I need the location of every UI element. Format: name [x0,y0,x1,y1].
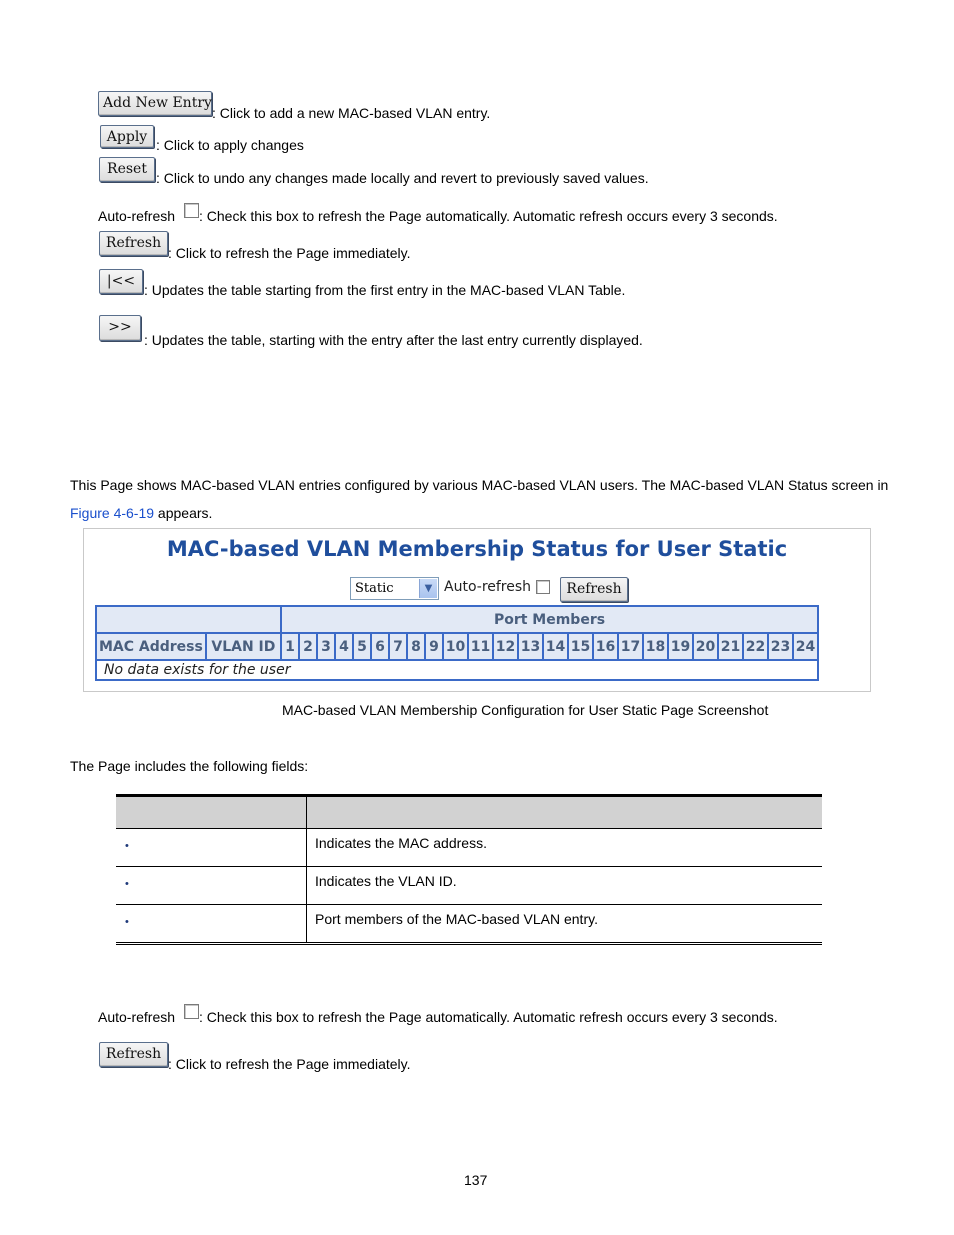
auto-refresh-checkbox[interactable] [184,203,199,218]
refresh-button-bottom[interactable]: Refresh [99,1042,168,1067]
add-new-entry-desc: : Click to add a new MAC-based VLAN entry. [212,105,491,121]
user-select-value: Static [355,581,394,596]
port-header-18: 18 [643,633,668,660]
table-row [116,829,822,867]
apply-button[interactable]: Apply [100,125,154,148]
port-header-8: 8 [407,633,425,660]
intro-line-2 [70,504,212,522]
fields-table [116,794,822,945]
port-header-24: 24 [793,633,818,660]
auto-refresh-label: Auto-refresh [98,208,176,224]
port-header-19: 19 [668,633,693,660]
figure-link[interactable]: Figure 4-6-19 [70,505,155,521]
port-header-15: 15 [568,633,593,660]
chevron-down-icon: ▼ [419,579,437,598]
vlan-id-header: VLAN ID [206,633,281,660]
port-header-6: 6 [371,633,389,660]
port-header-12: 12 [493,633,518,660]
user-select[interactable] [350,577,439,600]
port-header-21: 21 [718,633,743,660]
refresh-button[interactable]: Refresh [99,231,168,256]
port-members-header: Port Members [281,606,818,633]
first-page-desc: : Updates the table starting from the first entry in the MAC-based VLAN Table. [144,282,626,298]
screenshot-auto-refresh-checkbox[interactable] [536,580,550,594]
port-header-23: 23 [768,633,793,660]
field-desc: Indicates the VLAN ID. [315,873,457,889]
fields-header-description [307,796,823,829]
port-header-20: 20 [693,633,718,660]
apply-desc: : Click to apply changes [156,137,304,153]
screenshot-panel [83,528,871,692]
port-header-2: 2 [299,633,317,660]
screenshot-refresh-button[interactable]: Refresh [560,577,628,602]
table-row [116,867,822,905]
next-page-button[interactable]: >> [99,315,141,341]
port-header-22: 22 [743,633,768,660]
auto-refresh-desc: : Check this box to refresh the Page automatically. Automatic refresh occurs every 3 seconds. [199,208,778,224]
port-header-1: 1 [281,633,299,660]
field-desc: Port members of the MAC-based VLAN entry. [315,911,598,927]
screenshot-auto-refresh-label: Auto-refresh [444,579,532,595]
membership-table [95,605,819,681]
next-page-desc: : Updates the table, starting with the entry after the last entry currently displayed. [144,332,643,348]
no-data-row: No data exists for the user [96,660,818,680]
port-header-5: 5 [353,633,371,660]
page-number: 137 [464,1172,488,1188]
auto-refresh-desc-bottom: : Check this box to refresh the Page automatically. Automatic refresh occurs every 3 seconds. [199,1009,778,1025]
intro-text: This Page shows MAC-based VLAN entries configured by various MAC-based VLAN users. The MAC-based VLAN Status screen in [70,477,889,493]
bullet-icon: • [125,916,129,928]
port-header-16: 16 [593,633,618,660]
fields-header-object [116,796,307,829]
figure-caption: MAC-based VLAN Membership Configuration for User Static Page Screenshot [282,702,769,718]
auto-refresh-checkbox-bottom[interactable] [184,1004,199,1019]
port-header-17: 17 [618,633,643,660]
reset-desc: : Click to undo any changes made locally and revert to previously saved values. [156,170,649,186]
bullet-icon: • [125,878,129,890]
auto-refresh-label-bottom: Auto-refresh [98,1009,176,1025]
port-header-14: 14 [543,633,568,660]
port-header-7: 7 [389,633,407,660]
first-page-button[interactable]: |<< [99,269,143,294]
port-header-3: 3 [317,633,335,660]
field-desc: Indicates the MAC address. [315,835,487,851]
refresh-desc-bottom: : Click to refresh the Page immediately. [168,1056,411,1072]
port-header-9: 9 [425,633,443,660]
intro-after-link: appears. [154,505,213,521]
bullet-icon: • [125,840,129,852]
port-header-10: 10 [443,633,468,660]
port-header-13: 13 [518,633,543,660]
reset-button[interactable]: Reset [99,157,155,182]
mac-address-header: MAC Address [96,633,206,660]
port-header-4: 4 [335,633,353,660]
fields-intro: The Page includes the following fields: [70,758,309,774]
port-header-11: 11 [468,633,493,660]
add-new-entry-button[interactable]: Add New Entry [98,91,212,116]
table-row [116,905,822,944]
screenshot-title: MAC-based VLAN Membership Status for User Static [166,537,788,561]
refresh-desc: : Click to refresh the Page immediately. [168,245,411,261]
header-blank [96,606,281,633]
